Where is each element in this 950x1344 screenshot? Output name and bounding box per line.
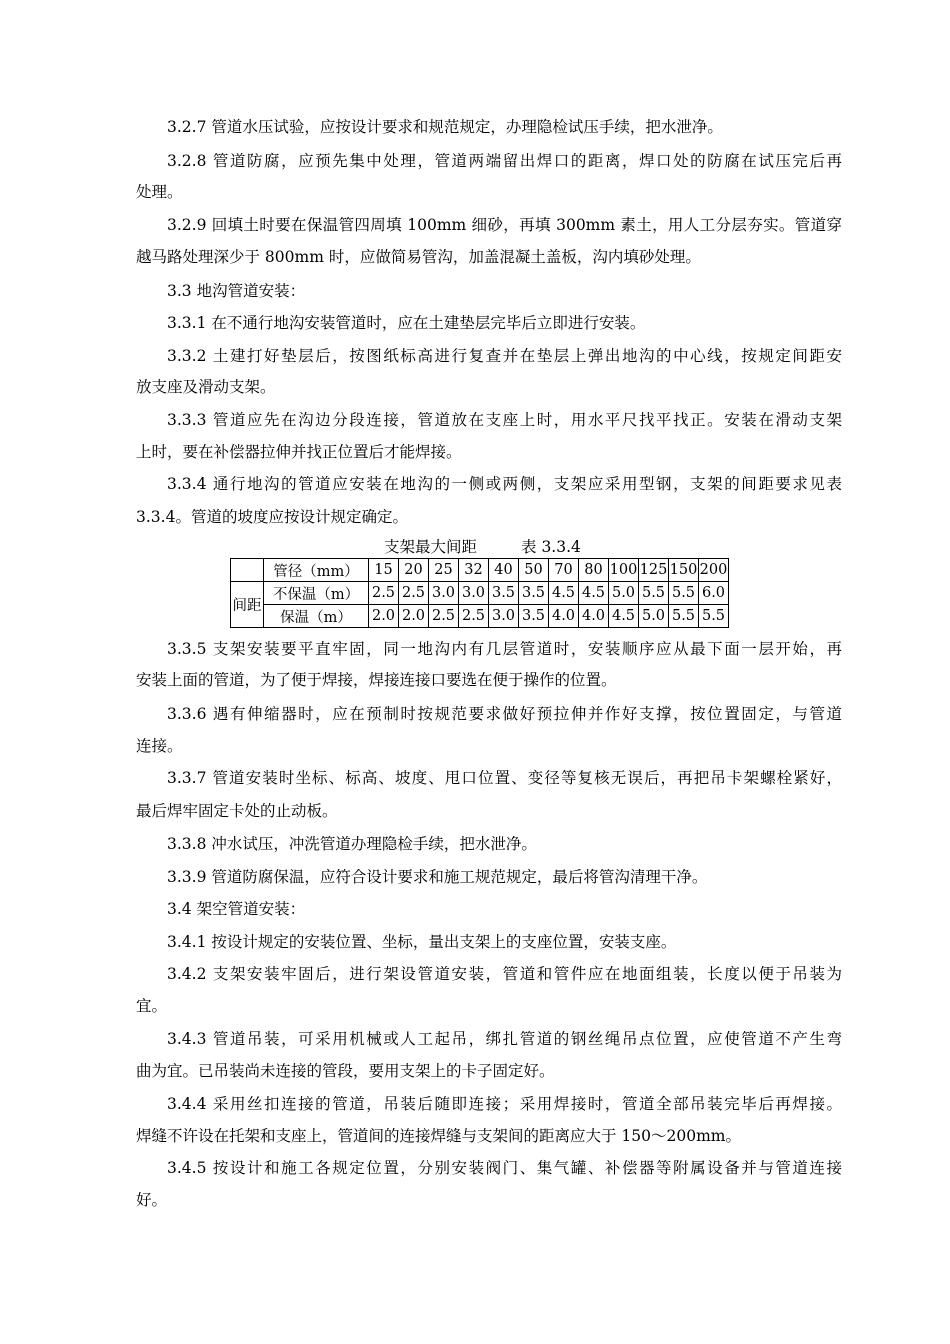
value-cell: 3.5	[489, 582, 519, 605]
value-cell: 4.5	[609, 605, 639, 628]
text-line: 放支座及滑动支架。	[136, 378, 276, 396]
diameter-cell: 40	[489, 559, 519, 582]
value-cell: 2.5	[459, 605, 489, 628]
value-cell: 3.5	[519, 605, 549, 628]
value-cell: 3.0	[489, 605, 519, 628]
text-line: 上时，要在补偿器拉伸并找正位置后才能焊接。	[136, 443, 462, 461]
row-label: 保温（m）	[264, 605, 369, 628]
text-line: 曲为宜。已吊装尚未连接的管段，要用支架上的卡子固定好。	[136, 1062, 555, 1080]
text-line: 3.2.8 管道防腐，应预先集中处理，管道两端留出焊口的距离，焊口处的防腐在试压完后再	[167, 152, 842, 170]
table-header-row	[231, 559, 729, 582]
value-cell: 4.5	[579, 582, 609, 605]
text-line: 最后焊牢固定卡处的止动板。	[136, 802, 338, 820]
table-row-uninsulated	[231, 582, 729, 605]
diameter-cell: 100	[609, 559, 639, 582]
value-cell: 3.5	[519, 582, 549, 605]
value-cell: 3.0	[429, 582, 459, 605]
diameter-cell: 20	[399, 559, 429, 582]
table-title: 支架最大间距	[384, 538, 478, 556]
text-line: 3.4.5 按设计和施工各规定位置，分别安装阀门、集气罐、补偿器等附属设备并与管道连接	[167, 1159, 842, 1177]
value-cell: 2.5	[429, 605, 459, 628]
diameter-cell: 80	[579, 559, 609, 582]
value-cell: 5.5	[639, 582, 669, 605]
table-caption	[384, 537, 581, 557]
diameter-header: 管径（mm）	[264, 559, 369, 582]
text-line: 3.3.9 管道防腐保温，应符合设计要求和施工规范规定，最后将管沟清理干净。	[167, 868, 708, 886]
value-cell: 2.0	[399, 605, 429, 628]
table-row-insulated	[231, 605, 729, 628]
value-cell: 4.0	[579, 605, 609, 628]
text-line: 3.3.5 支架安装要平直牢固，同一地沟内有几层管道时，安装顺序应从最下面一层开始，再	[167, 640, 842, 658]
text-line: 3.4.3 管道吊装，可采用机械或人工起吊，绑扎管道的钢丝绳吊点位置，应使管道不产生弯	[167, 1030, 842, 1048]
value-cell: 2.5	[369, 582, 399, 605]
diameter-cell: 125	[639, 559, 669, 582]
text-line: 连接。	[136, 737, 183, 755]
text-line: 3.3.2 土建打好垫层后，按图纸标高进行复查并在垫层上弹出地沟的中心线，按规定间距安	[167, 347, 842, 365]
value-cell: 4.0	[549, 605, 579, 628]
text-line: 3.3.8 冲水试压，冲洗管道办理隐检手续，把水泄净。	[167, 835, 537, 853]
value-cell: 6.0	[699, 582, 729, 605]
text-line: 安装上面的管道，为了便于焊接，焊接连接口要选在便于操作的位置。	[136, 671, 617, 689]
text-line: 3.2.9 回填土时要在保温管四周填 100mm 细砂，再填 300mm 素土，用人工分层夯实。管道穿	[167, 216, 842, 234]
section-heading: 3.3 地沟管道安装：	[167, 282, 306, 300]
text-line: 3.3.6 遇有伸缩器时，应在预制时按规范要求做好预拉伸并作好支撑，按位置固定，与管道	[167, 705, 842, 723]
value-cell: 2.5	[399, 582, 429, 605]
diameter-cell: 70	[549, 559, 579, 582]
text-line: 3.2.7 管道水压试验，应按设计要求和规范规定，办理隐检试压手续，把水泄净。	[167, 118, 723, 136]
text-line: 3.4.2 支架安装牢固后，进行架设管道安装，管道和管件应在地面组装，长度以便于吊装为	[167, 965, 842, 983]
text-line: 3.4.4 采用丝扣连接的管道，吊装后随即连接；采用焊接时，管道全部吊装完毕后再焊接。	[167, 1095, 842, 1113]
value-cell: 4.5	[549, 582, 579, 605]
text-line: 好。	[136, 1191, 168, 1209]
diameter-cell: 15	[369, 559, 399, 582]
diameter-cell: 50	[519, 559, 549, 582]
value-cell: 3.0	[459, 582, 489, 605]
table-number: 表 3.3.4	[521, 538, 581, 556]
text-line: 宜。	[136, 997, 168, 1015]
diameter-cell: 25	[429, 559, 459, 582]
text-line: 越马路处理深少于 800mm 时，应做简易管沟，加盖混凝土盖板，沟内填砂处理。	[136, 248, 701, 266]
value-cell: 5.0	[639, 605, 669, 628]
diameter-cell: 150	[669, 559, 699, 582]
table-corner-cell	[231, 559, 264, 582]
value-cell: 2.0	[369, 605, 399, 628]
value-cell: 5.5	[699, 605, 729, 628]
row-label: 不保温（m）	[264, 582, 369, 605]
support-spacing-table	[230, 558, 729, 628]
diameter-cell: 200	[699, 559, 729, 582]
text-line: 3.3.3 管道应先在沟边分段连接，管道放在支座上时，用水平尺找平找正。安装在滑动支架	[167, 411, 842, 429]
diameter-cell: 32	[459, 559, 489, 582]
spacing-group-label: 间距	[231, 582, 264, 628]
section-heading: 3.4 架空管道安装：	[167, 900, 306, 918]
text-line: 3.3.7 管道安装时坐标、标高、坡度、甩口位置、变径等复核无误后，再把吊卡架螺栓紧好，	[167, 769, 842, 787]
value-cell: 5.5	[669, 582, 699, 605]
value-cell: 5.0	[609, 582, 639, 605]
text-line: 处理。	[136, 183, 183, 201]
text-line: 3.3.4 通行地沟的管道应安装在地沟的一侧或两侧，支架应采用型钢，支架的间距要求见表	[167, 475, 842, 493]
text-line: 3.3.1 在不通行地沟安装管道时，应在土建垫层完毕后立即进行安装。	[167, 314, 646, 332]
text-line: 3.4.1 按设计规定的安装位置、坐标，量出支架上的支座位置，安装支座。	[167, 933, 677, 951]
value-cell: 5.5	[669, 605, 699, 628]
text-line: 3.3.4。管道的坡度应按设计规定确定。	[136, 508, 408, 526]
text-line: 焊缝不许设在托架和支座上，管道间的连接焊缝与支架间的距离应大于 150～200mm。	[136, 1127, 741, 1145]
